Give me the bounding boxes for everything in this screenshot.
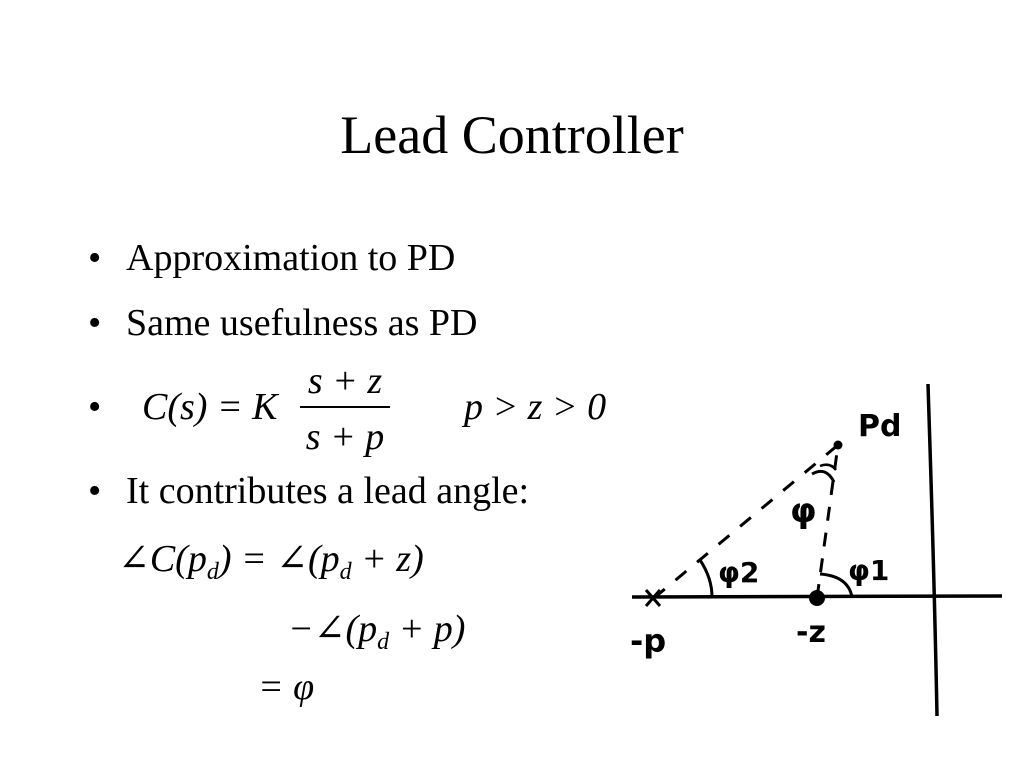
pole-zero-condition: p > z > 0 <box>464 386 607 428</box>
eq-subscript: d <box>339 559 352 585</box>
phi2-angle-arc <box>700 560 712 597</box>
slide-title: Lead Controller <box>340 105 684 165</box>
bullet-text: It contributes a lead angle: <box>126 470 530 512</box>
transfer-function-denominator: s + p <box>305 416 385 458</box>
label-pd: Pd <box>858 409 902 444</box>
angle-equation-line3: = φ <box>258 666 315 708</box>
bullet-marker: • <box>88 302 102 344</box>
phi-angle-arc-inner <box>820 465 836 470</box>
eq-subscript: d <box>377 629 390 655</box>
bullet-marker: • <box>88 237 102 279</box>
bullet-marker: • <box>88 386 102 428</box>
eq-term: ) = ∠(p <box>218 538 340 580</box>
eq-term: + z) <box>351 538 424 580</box>
eq-term: −∠(p <box>288 608 378 650</box>
phi-angle-arc <box>812 471 834 482</box>
label-phi: φ <box>790 491 817 531</box>
transfer-function-lhs: C(s) = K <box>142 386 278 428</box>
transfer-function-numerator: s + z <box>307 360 383 402</box>
imaginary-axis <box>928 384 937 716</box>
label-phi1: φ1 <box>848 554 890 587</box>
eq-term: ∠C(p <box>118 538 207 580</box>
label-phi2: φ2 <box>718 556 760 589</box>
bullet-text: Approximation to PD <box>126 237 456 279</box>
bullet-text: Same usefulness as PD <box>126 302 478 344</box>
eq-term: + p) <box>389 608 466 650</box>
label-minus-z: -z <box>796 615 826 650</box>
bullet-marker: • <box>88 470 102 512</box>
eq-subscript: d <box>206 559 219 585</box>
label-minus-p: -p <box>630 622 667 660</box>
